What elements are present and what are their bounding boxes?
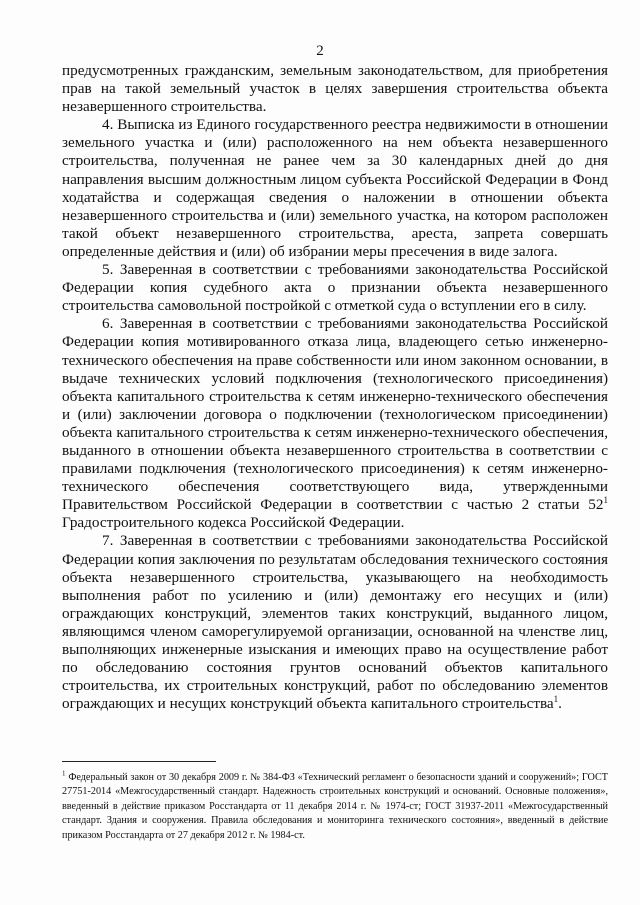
- footnote-reference: 1: [553, 694, 559, 705]
- paragraph-end: .: [558, 695, 562, 713]
- page-number: 2: [316, 43, 324, 59]
- paragraph-number: 4.: [102, 116, 114, 134]
- paragraph-item-5: [62, 261, 608, 315]
- paragraph-continuation: [62, 62, 608, 116]
- paragraph-text: Заверенная в соответствии с требованиями законодательства Российской Федерации копия заключения по результатам обследования технического состояния объекта незавершенного строительства, указывающего на необходимость выполнения работ по усилению и (или) демонтажу его несущих и (или) ограждающих конструкций, элементов таких конструкций, выданного лицом, являющимся членом саморегулируемой организации, основанной на членстве лиц, выполняющих инженерные изыскания и имеющих право на осуществление работ по обследованию состояния грунтов оснований объектов капитального строительства, их строительных конструкций, работ по обследованию элементов ограждающих и несущих конструкций объекта капитального строительства: [62, 532, 609, 713]
- document-body: [62, 62, 608, 713]
- footnote-separator: [62, 761, 216, 762]
- paragraph-number: 5.: [102, 261, 114, 279]
- paragraph-text: Заверенная в соответствии с требованиями законодательства Российской Федерации копия судебного акта о признании объекта незавершенного строительства самовольной постройкой с отметкой суда о вступлении его в силу.: [62, 261, 609, 315]
- paragraph-item-4: [62, 116, 608, 261]
- paragraph-text-tail: Градостроительного кодекса Российской Федерации.: [62, 514, 405, 532]
- footnote: [62, 771, 608, 843]
- footnote-mark: 1: [62, 769, 66, 778]
- footnote-paragraph: [62, 771, 608, 843]
- paragraph-item-7: [62, 532, 608, 713]
- paragraph-text: предусмотренных гражданским, земельным законодательством, для приобретения прав на такой земельный участок в целях завершения строительства объекта незавершенного строительства.: [62, 62, 608, 116]
- paragraph-number: 6.: [102, 315, 114, 333]
- footnote-text: Федеральный закон от 30 декабря 2009 г. № 384-ФЗ «Технический регламент о безопасности зданий и сооружений»; ГОСТ 27751-2014 «Межгосударственный стандарт. Надежность строительных конструкций и оснований. Основные положения», введенный в действие приказом Росстандарта от 11 декабря 2014 г. № 1974-ст; ГОСТ 31937-2011 «Межгосударственный стандарт. Здания и сооружения. Правила обследования и мониторинга технического состояния», введенный в действие приказом Росстандарта от 27 декабря 2012 г. № 1984-ст.: [62, 772, 608, 841]
- paragraph-text: Выписка из Единого государственного реестра недвижимости в отношении земельного участка и (или) расположенного на нем объекта незавершенного строительства, полученная не ранее чем за 30 календарных дней до дня направления высшим должностным лицом субъекта Российской Федерации в Фонд ходатайства и содержащая сведения о наложении в отношении объекта незавершенного строительства и (или) земельного участка, на котором расположен такой объект незавершенного строительства, ареста, запрета совершать определенные действия и (или) об избрании меры пресечения в виде залога.: [62, 116, 609, 260]
- paragraph-item-6: [62, 315, 608, 532]
- article-superscript: 1: [603, 495, 608, 506]
- paragraph-number: 7.: [102, 532, 114, 550]
- paragraph-text: Заверенная в соответствии с требованиями законодательства Российской Федерации копия мотивированного отказа лица, владеющего сетью инженерно-технического обеспечения на праве собственности или ином законном основании, в выдаче технических условий подключения (технологического присоединения) объекта капитального строительства к сетям инженерно-технического обеспечения и (или) заключении договора о подключении (технологическом присоединении) объекта капитального строительства к сетям инженерно-технического обеспечения, выданного в отношении объекта незавершенного строительства в соответствии с правилами подключения (технологического присоединения) к сетям инженерно-технического обеспечения соответствующего вида, утвержденными Правительством Российской Федерации в соответствии с частью 2 статьи 52: [62, 315, 609, 514]
